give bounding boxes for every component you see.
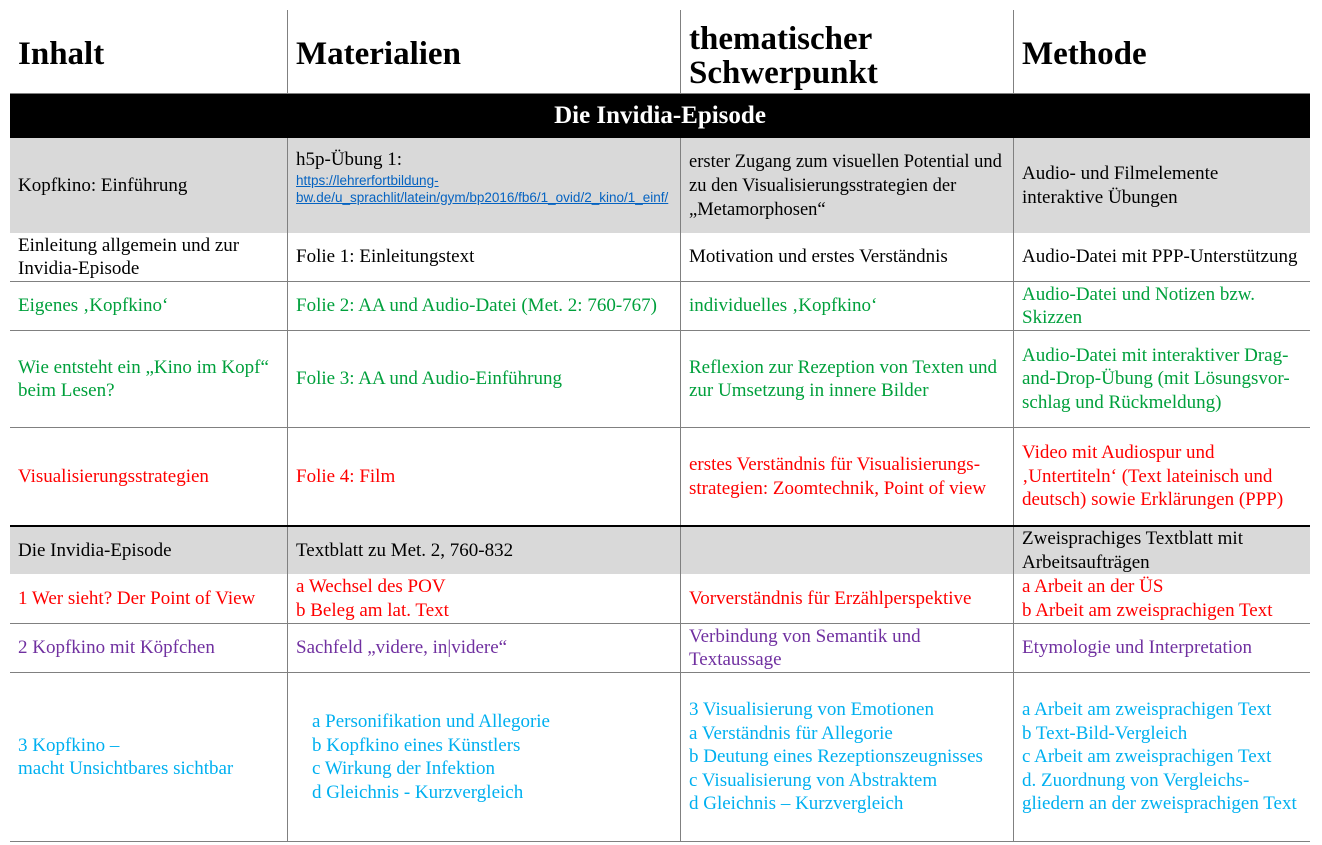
cell-methode [1013,282,1310,330]
cell-inhalt [10,624,287,672]
cell-inhalt [10,138,287,233]
cell-schwerpunkt [680,574,1013,623]
list-item: d. Zuordnung von Vergleichs-gliedern an der zweisprachigen Text [1022,769,1297,815]
list-item: c Arbeit am zweisprachigen Text [1022,746,1272,768]
list-item: a Personifikation und Allegorie [312,711,550,732]
cell-text: Vorverständnis für Erzählperspektive [689,587,972,609]
table-row [10,527,1310,574]
list-item: d Gleichnis – Kurzvergleich [689,793,904,815]
cell-schwerpunkt [680,282,1013,330]
list-item: b Beleg am lat. Text [296,599,449,621]
list-item: d Gleichnis - Kurzvergleich [312,781,524,803]
cell-methode [1013,574,1310,623]
cell-methode [1013,428,1310,525]
cell-inhalt [10,574,287,623]
cell-schwerpunkt [680,233,1013,281]
cell-schwerpunkt [680,331,1013,427]
list-item: c Wirkung der Infektion [312,758,496,779]
table-header-row [10,10,1310,94]
table-row [10,233,1310,282]
list-item: b Kopfkino eines Künstlers [312,734,521,756]
cell-text: Reflexion zur Rezeption von Texten und zur Umsetzung in innere Bilder [689,356,998,401]
table-row [10,331,1310,428]
cell-methode [1013,527,1310,574]
cell-text: Wie entsteht ein „Kino im Kopf“ beim Lesen? [18,356,269,401]
cell-text: Visualisierungsstrategien [18,465,209,487]
cell-inhalt [10,428,287,525]
h5p-link[interactable]: https://lehrerfortbildung-bw.de/u_sprachlit/latein/gym/bp2016/fb6/1_ovid/2_kino/1_einf/ [296,172,669,205]
cell-text: erster Zugang zum visuellen Potential und zu den Visualisierungsstrategien der „Metamorphosen“ [689,151,1002,220]
list-item: macht Unsichtbares sichtbar [18,758,234,779]
cell-materialien [287,673,680,841]
section-header-row [10,94,1310,138]
cell-text: Eigenes ‚Kopfkino‘ [18,295,169,317]
cell-text: Etymologie und Interpretation [1022,637,1253,659]
cell-schwerpunkt [680,624,1013,672]
cell-methode [1013,624,1310,672]
list-item: a Wechsel des POV [296,576,446,597]
list-item: a Arbeit an der ÜS [1022,576,1164,597]
section-title: Die Invidia-Episode [554,102,766,129]
cell-materialien [287,331,680,427]
cell-materialien [287,233,680,281]
cell-inhalt [10,282,287,330]
cell-schwerpunkt [680,527,1013,574]
cell-methode [1013,233,1310,281]
cell-materialien [287,527,680,574]
table-row [10,428,1310,527]
cell-inhalt [10,673,287,841]
cell-text: Textblatt zu Met. 2, 760-832 [296,539,514,561]
header-schwerpunkt: thematischer Schwerpunkt [680,10,1013,93]
list-item: b Deutung eines Rezeptionszeugnisses [689,746,983,768]
cell-text: Die Invidia-Episode [18,539,172,561]
cell-materialien [287,138,680,233]
cell-text: 2 Kopfkino mit Köpfchen [18,637,215,659]
cell-inhalt [10,331,287,427]
cell-materialien [287,428,680,525]
cell-materialien [287,624,680,672]
cell-text: individuelles ‚Kopfkino‘ [689,295,878,317]
cell-text: Folie 4: Film [296,465,396,487]
header-methode: Methode [1013,10,1310,93]
cell-text: Folie 2: AA und Audio-Datei (Met. 2: 760-767) [296,295,657,317]
cell-text: Video mit Audiospur und ‚Untertiteln‘ (Text lateinisch und deutsch) sowie Erklärungen (PPP) [1022,442,1284,511]
cell-text: Audio- und Filmelemente interaktive Übungen [1022,163,1219,208]
cell-text: Zweisprachiges Textblatt mit Arbeitsaufträgen [1022,528,1243,573]
cell-text: Verbindung von Semantik und Textaussage [689,625,921,670]
table-row [10,138,1310,233]
list-item: b Text-Bild-Vergleich [1022,722,1188,744]
list-item: a Verständnis für Allegorie [689,722,893,744]
cell-methode [1013,138,1310,233]
list-item: a Arbeit am zweisprachigen Text [1022,699,1272,721]
cell-text: Folie 3: AA und Audio-Einführung [296,368,562,390]
lesson-plan-table [10,10,1310,842]
cell-text: Audio-Datei mit interaktiver Drag-and-Drop-Übung (mit Lösungsvor-schlag und Rückmeldung) [1022,344,1290,413]
cell-text: erstes Verständnis für Visualisierungs-strategien: Zoomtechnik, Point of view [689,454,987,499]
cell-text: Einleitung allgemein und zur Invidia-Episode [18,234,240,279]
table-row [10,673,1310,842]
cell-text: Folie 1: Einleitungstext [296,246,475,268]
cell-inhalt [10,527,287,574]
cell-schwerpunkt [680,673,1013,841]
cell-text: 1 Wer sieht? Der Point of View [18,587,256,609]
header-materialien: Materialien [287,10,680,93]
cell-methode [1013,673,1310,841]
cell-text: Sachfeld „videre, in|videre“ [296,637,508,659]
cell-text: Audio-Datei mit PPP-Unterstützung [1022,246,1298,268]
list-item: b Arbeit am zweisprachigen Text [1022,599,1273,621]
table-row [10,574,1310,624]
header-inhalt: Inhalt [18,36,105,72]
cell-text: Audio-Datei und Notizen bzw. Skizzen [1022,283,1256,328]
cell-text: Kopfkino: Einführung [18,174,188,196]
cell-schwerpunkt [680,428,1013,525]
cell-materialien [287,282,680,330]
cell-methode [1013,331,1310,427]
list-item: 3 Visualisierung von Emotionen [689,699,934,721]
list-item: 3 Kopfkino – [18,734,120,756]
cell-schwerpunkt [680,138,1013,233]
cell-materialien [287,574,680,623]
table-row [10,624,1310,673]
table-row [10,282,1310,331]
cell-text: h5p-Übung 1: [296,149,403,170]
cell-text: Motivation und erstes Verständnis [689,246,948,268]
cell-inhalt [10,233,287,281]
list-item: c Visualisierung von Abstraktem [689,769,938,791]
